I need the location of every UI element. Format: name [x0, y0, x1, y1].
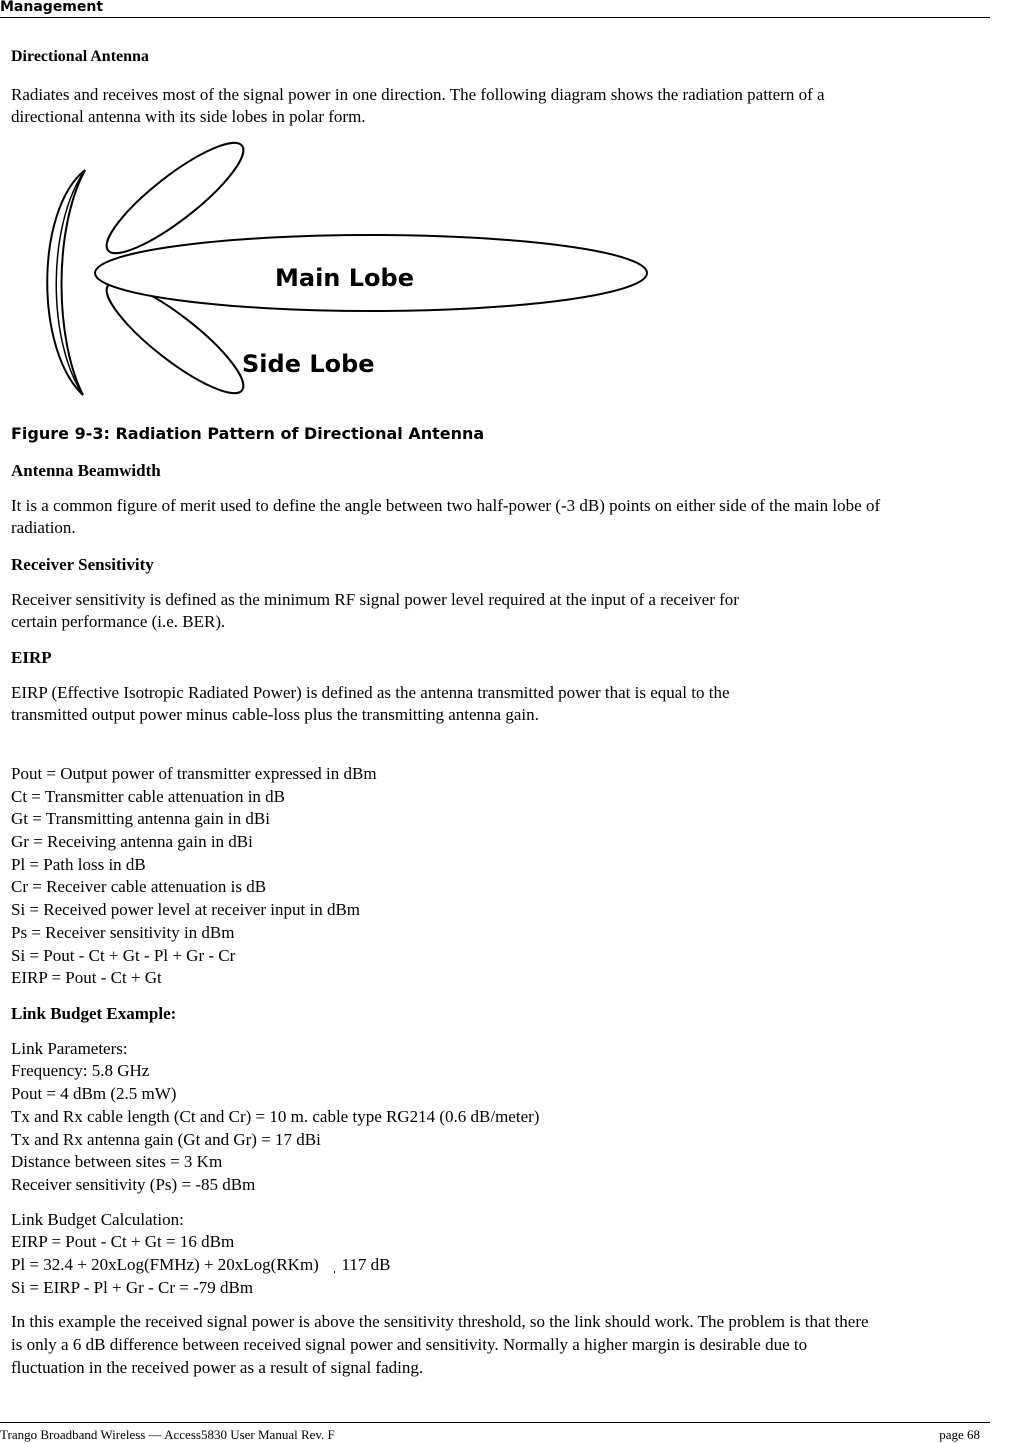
conclusion-text: fluctuation in the received power as a result of signal fading. — [11, 1357, 424, 1377]
definition-line: Cr = Receiver cable attenuation is dB — [11, 877, 267, 897]
definition-line: Ps = Receiver sensitivity in dBm — [11, 922, 235, 942]
figure-caption: Figure 9-3: Radiation Pattern of Directional Antenna — [11, 424, 485, 443]
page-header — [0, 0, 990, 18]
definition-line: Si = Pout - Ct + Gt - Pl + Gr - Cr — [11, 945, 236, 965]
sensitivity-heading: Receiver Sensitivity — [11, 555, 154, 574]
link-parameter: Frequency: 5.8 GHz — [11, 1061, 150, 1081]
link-parameter: Tx and Rx cable length (Ct and Cr) = 10 m. cable type RG214 (0.6 dB/meter) — [11, 1106, 540, 1126]
beamwidth-heading: Antenna Beamwidth — [11, 461, 161, 480]
link-parameters-title: Link Parameters: — [11, 1038, 128, 1058]
page-footer — [0, 1422, 990, 1443]
radiation-pattern-figure — [25, 140, 665, 410]
link-parameter: Pout = 4 dBm (2.5 mW) — [11, 1084, 177, 1104]
definition-line: Ct = Transmitter cable attenuation in dB — [11, 786, 286, 806]
beamwidth-section: Antenna Beamwidth It is a common figure of merit used to define the angle between two half-power (-3 dB) points on either side of the main lobe of radiation. — [11, 461, 881, 537]
directional-antenna-text: Radiates and receives most of the signal power in one direction. The following diagram shows the radiation pattern of a directional antenna with its side lobes in polar form. — [11, 85, 825, 126]
footer-title: Trango Broadband Wireless — Access5830 User Manual Rev. F — [0, 1427, 335, 1442]
main-lobe-label: Main Lobe — [275, 264, 414, 292]
page-number: page 68 — [939, 1427, 980, 1442]
definition-line: Gr = Receiving antenna gain in dBi — [11, 832, 253, 852]
link-budget-section — [11, 1003, 869, 1380]
link-calculation: EIRP = Pout - Ct + Gt = 16 dBm — [11, 1232, 235, 1252]
directional-antenna-heading: Directional Antenna — [11, 48, 149, 65]
link-calculation: Si = EIRP - Pl + Gr - Cr = -79 dBm — [11, 1277, 254, 1297]
back-lobe — [47, 170, 85, 395]
definition-line: Gt = Transmitting antenna gain in dBi — [11, 809, 270, 829]
header-title: Management — [0, 0, 104, 15]
link-calculation-title: Link Budget Calculation: — [11, 1209, 184, 1229]
definitions-list — [11, 763, 377, 990]
definition-line: Pl = Path loss in dB — [11, 854, 146, 874]
link-budget-heading: Link Budget Example: — [11, 1004, 177, 1023]
eirp-heading: EIRP — [11, 648, 52, 667]
side-lobe-label: Side Lobe — [242, 350, 375, 378]
link-calculation: Pl = 32.4 + 20xLog(FMHz) + 20xLog(RKm) ˌ 117 dB — [11, 1255, 391, 1275]
link-parameter: Tx and Rx antenna gain (Gt and Gr) = 17 dBi — [11, 1129, 321, 1149]
conclusion-text: In this example the received signal power is above the sensitivity threshold, so the link should work. The problem is that there — [11, 1312, 869, 1332]
sensitivity-section: Receiver Sensitivity Receiver sensitivity is defined as the minimum RF signal power level required at the input of a receiver for certain performance (i.e. BER). — [11, 555, 739, 631]
definition-line: Pout = Output power of transmitter expressed in dBm — [11, 764, 377, 783]
definition-line: Si = Received power level at receiver input in dBm — [11, 900, 361, 920]
definition-line: EIRP = Pout - Ct + Gt — [11, 968, 162, 988]
eirp-section: EIRP EIRP (Effective Isotropic Radiated Power) is defined as the antenna transmitted power that is equal to the transmitted output power minus cable-loss plus the transmitting antenna gain. — [11, 648, 730, 724]
conclusion-text: is only a 6 dB difference between received signal power and sensitivity. Normally a higher margin is desirable due to — [11, 1335, 808, 1355]
link-parameter: Distance between sites = 3 Km — [11, 1152, 223, 1172]
link-parameter: Receiver sensitivity (Ps) = -85 dBm — [11, 1174, 256, 1194]
